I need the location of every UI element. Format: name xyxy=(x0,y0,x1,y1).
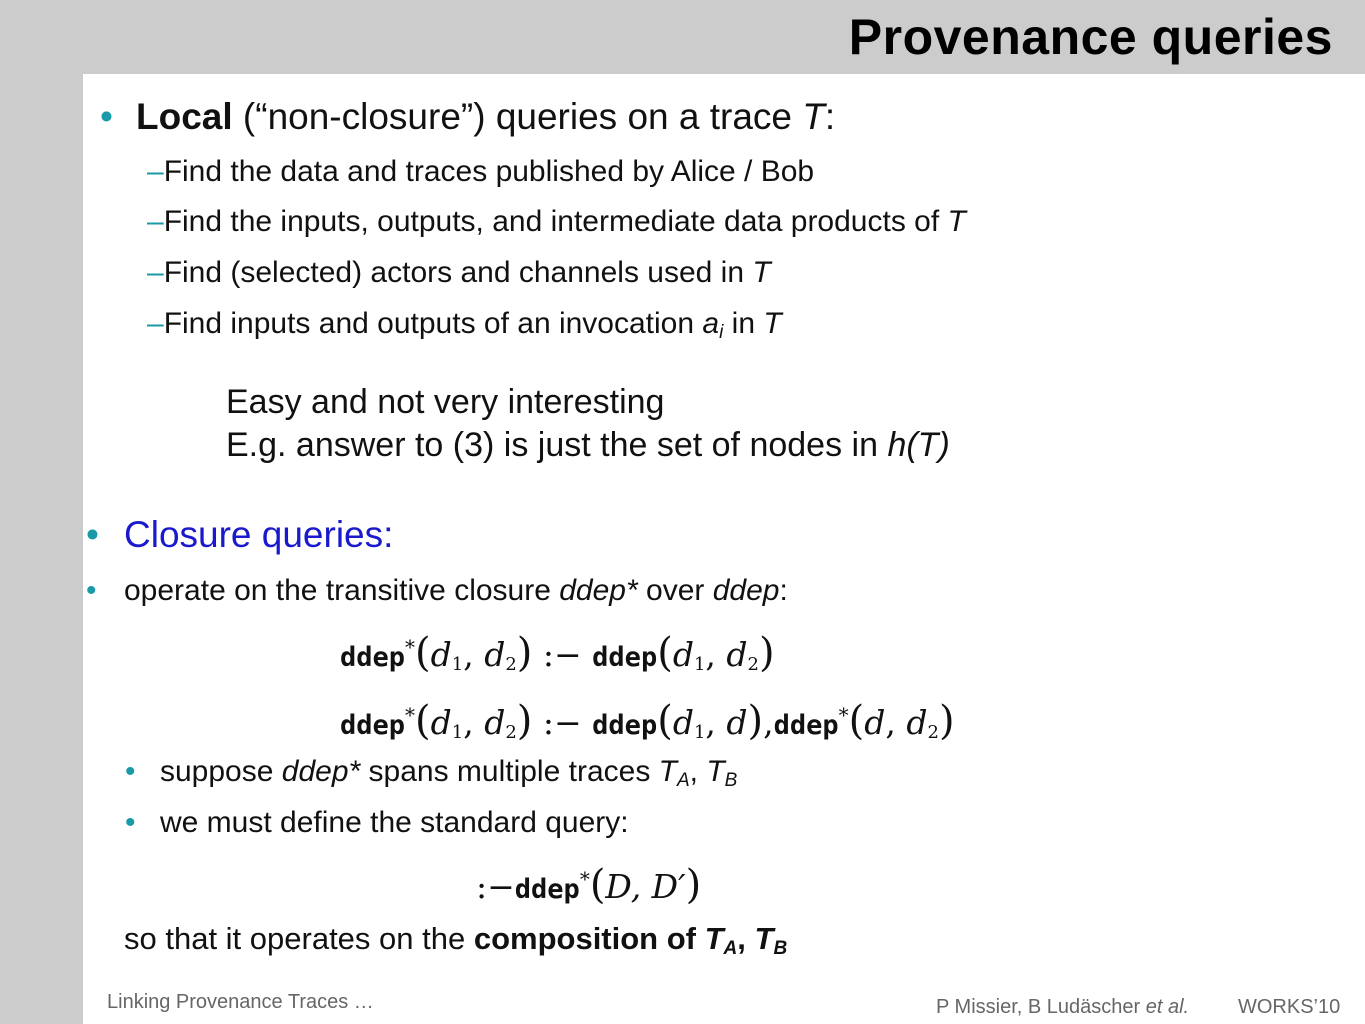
rule-body-pred-closure: ddep xyxy=(773,710,839,741)
local-var: T xyxy=(802,96,825,137)
slide-title: Provenance queries xyxy=(848,9,1333,65)
rule-head-pred: ddep xyxy=(340,642,406,673)
local-item-subscript: i xyxy=(719,322,724,343)
spans-pre: suppose xyxy=(160,755,282,788)
note-line-1: Easy and not very interesting xyxy=(226,383,665,421)
operate-var2: ddep xyxy=(712,574,780,607)
local-item-text: Find the data and traces published by Alice / Bob xyxy=(163,155,815,188)
rule-1: $ddep^*(d_1$, $d_2$) :− $ddep(d_1$, $d_2$) xyxy=(340,630,775,676)
local-item-tail: in xyxy=(723,307,764,340)
local-item-var2: T xyxy=(763,307,782,340)
local-queries-bullet xyxy=(100,96,835,138)
local-item-4 xyxy=(147,307,782,344)
footer-authors-text: P Missier, B Ludäscher xyxy=(936,996,1146,1018)
composition-line xyxy=(124,921,787,960)
operate-end: : xyxy=(779,574,788,607)
comp-trace-a-sub: A xyxy=(723,938,738,959)
star: * xyxy=(405,703,416,727)
local-item-var: T xyxy=(752,256,771,289)
bullet-icon: • xyxy=(86,514,99,555)
trace-b-sub: B xyxy=(724,770,738,791)
footer-venue: WORKS’10 xyxy=(1238,996,1341,1018)
comp-trace-b-sub: B xyxy=(773,938,788,959)
dash-icon: – xyxy=(147,307,164,340)
composition-bold: composition of xyxy=(473,921,705,956)
operate-mid: over xyxy=(637,574,713,607)
dash-icon: – xyxy=(147,205,164,238)
closure-heading-bullet xyxy=(86,514,393,556)
note-line-2 xyxy=(226,426,950,465)
footer-authors xyxy=(936,996,1189,1019)
query-args: D, D′ xyxy=(605,867,686,906)
bullet-icon: • xyxy=(100,96,113,137)
trace-a-sub: A xyxy=(676,770,690,791)
standard-query-text: we must define the standard query: xyxy=(160,806,629,839)
closure-heading: Closure queries: xyxy=(124,514,394,555)
rule-body-pred: ddep xyxy=(592,642,658,673)
local-bold: Local xyxy=(136,96,233,137)
composition-pre: so that it operates on the xyxy=(124,921,474,956)
comp-trace-b: T xyxy=(754,921,774,956)
spans-var: ddep* xyxy=(281,755,361,788)
star: * xyxy=(579,867,590,891)
separator: , xyxy=(689,755,707,788)
bullet-icon: • xyxy=(86,574,97,607)
star: * xyxy=(405,635,416,659)
rule-neck: :− xyxy=(542,635,582,674)
local-item-2 xyxy=(147,205,966,239)
operate-var1: ddep* xyxy=(559,574,638,607)
local-item-text: Find (selected) actors and channels used in xyxy=(163,256,753,289)
local-item-var: a xyxy=(702,307,720,340)
dash-icon: – xyxy=(147,155,164,188)
note-line-2-var: h(T) xyxy=(887,426,950,464)
standard-query-formula: :−ddep*(D, D′) xyxy=(476,862,702,908)
local-colon: : xyxy=(824,96,836,137)
rule-2: $ddep^*(d_1$, $d_2$) :− $ddep(d_1$, d),ddep*(d, $d_2$) xyxy=(340,698,955,744)
local-rest: (“non-closure”) queries on a trace xyxy=(232,96,803,137)
query-pred: ddep xyxy=(514,874,580,905)
comp-trace-a: T xyxy=(704,921,724,956)
footer-left: Linking Provenance Traces … xyxy=(107,991,374,1013)
note-line-2-text: E.g. answer to (3) is just the set of nodes in xyxy=(226,426,888,464)
spans-bullet xyxy=(125,755,737,792)
local-item-var: T xyxy=(947,205,966,238)
local-item-text: Find the inputs, outputs, and intermediate data products of xyxy=(163,205,948,238)
star: * xyxy=(838,703,849,727)
trace-b: T xyxy=(706,755,725,788)
closure-operate-bullet xyxy=(86,574,788,608)
bullet-icon: • xyxy=(125,806,136,839)
footer-etal: et al. xyxy=(1145,996,1190,1018)
rule-neck: :− xyxy=(542,703,582,742)
dash-icon: – xyxy=(147,256,164,289)
local-item-1 xyxy=(147,155,814,189)
query-neck: :− xyxy=(476,867,515,906)
local-item-text: Find inputs and outputs of an invocation xyxy=(163,307,703,340)
operate-pre: operate on the transitive closure xyxy=(124,574,560,607)
rule-body-pred: ddep xyxy=(592,710,658,741)
bullet-icon: • xyxy=(125,755,136,788)
trace-a: T xyxy=(658,755,677,788)
standard-query-bullet xyxy=(125,806,629,840)
local-item-3 xyxy=(147,256,771,290)
separator: , xyxy=(737,921,755,956)
rule-head-pred: ddep xyxy=(340,710,406,741)
spans-mid: spans multiple traces xyxy=(360,755,659,788)
